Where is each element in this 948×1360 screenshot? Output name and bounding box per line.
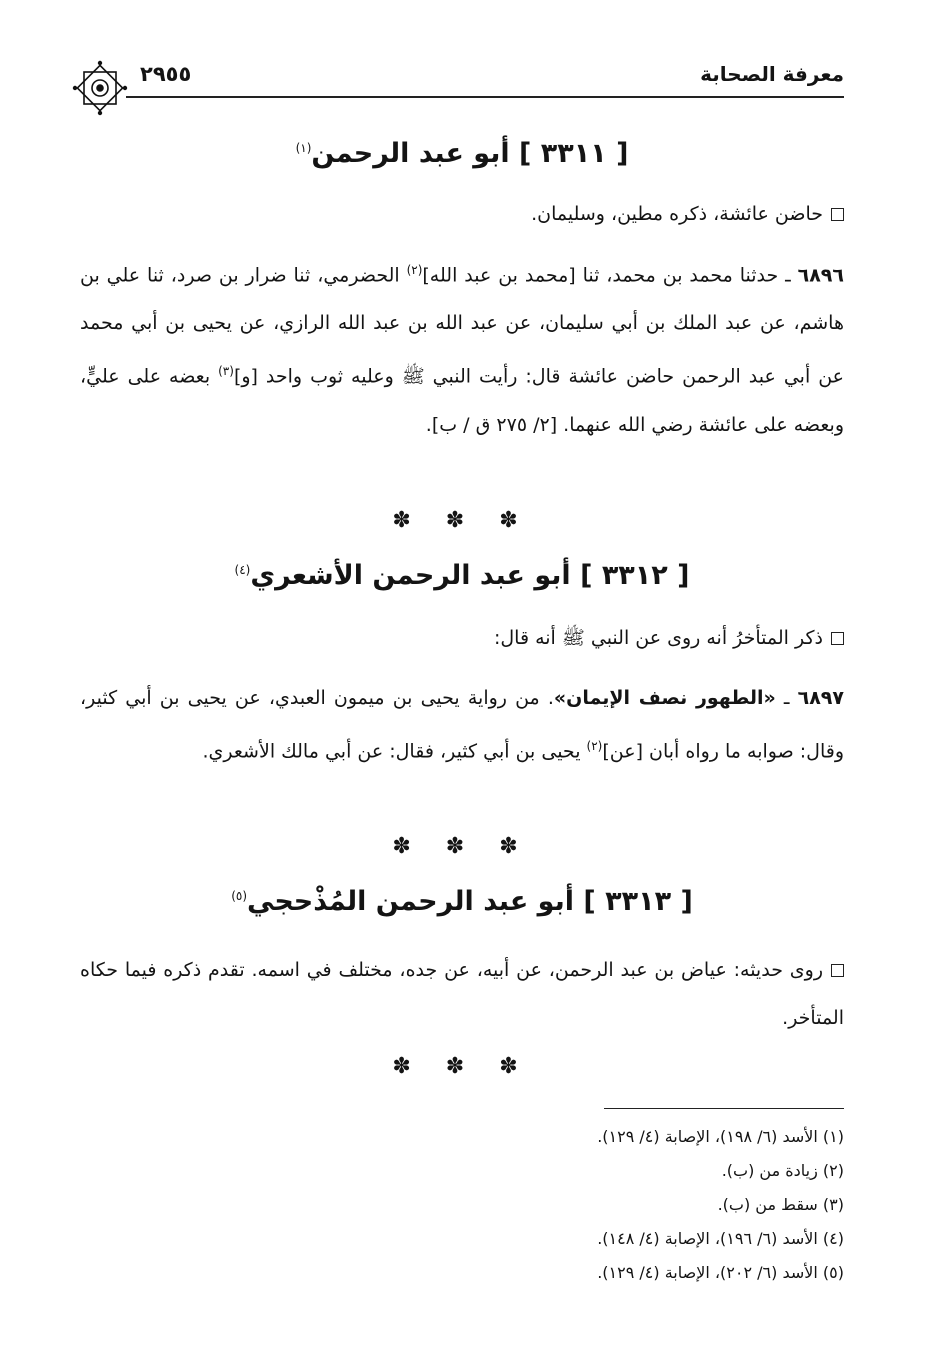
- footnote-item: (٥) الأسد (٦/ ٢٠٢)، الإصابة (٤/ ١٢٩).: [597, 1263, 844, 1282]
- ornament-icon: [70, 58, 130, 118]
- footnote-item: (١) الأسد (٦/ ١٩٨)، الإصابة (٤/ ١٢٩).: [597, 1127, 844, 1146]
- entry-heading-3312: [80, 560, 844, 591]
- footnote-ref: (١): [295, 141, 312, 155]
- hadith-quote: «الطهور نصف الإيمان»: [553, 687, 776, 709]
- section-separator: ✽ ✽ ✽: [392, 508, 532, 533]
- entry-heading-3313: [80, 886, 844, 917]
- intro-text: ذكر المتأخرُ أنه روى عن النبي ﷺ أنه قال:: [493, 627, 823, 649]
- footnote-ref: (٢): [586, 739, 603, 753]
- page-number: ٢٩٥٥: [140, 62, 192, 86]
- hadith-text: يحيى بن أبي كثير، فقال: عن أبي مالك الأشعري.: [202, 740, 587, 763]
- footnote-item: (٤) الأسد (٦/ ١٩٦)، الإصابة (٤/ ١٤٨).: [597, 1229, 844, 1248]
- square-bullet-icon: [831, 632, 844, 645]
- entry-heading-text: [ ٣٣١٣ ] أبو عبد الرحمن المُذْحجي: [247, 886, 693, 917]
- square-bullet-icon: [831, 964, 844, 977]
- entry-intro: [80, 946, 844, 1042]
- footnotes: [344, 1120, 844, 1290]
- hadith-text: . من رواية يحيى بن ميمون العبدي، عن يحيى بن أبي كثير، وقال: صوابه ما رواه أبان [عن]: [80, 687, 844, 763]
- entry-heading-3311: [80, 138, 844, 169]
- intro-text: روى حديثه: عياض بن عبد الرحمن، عن أبيه، عن جده، مختلف في اسمه. تقدم ذكره فيما حكاه المتأخر.: [80, 959, 844, 1029]
- entry-heading-text: [ ٣٣١٢ ] أبو عبد الرحمن الأشعري: [250, 560, 690, 591]
- entry-heading-text: [ ٣٣١١ ] أبو عبد الرحمن: [311, 138, 629, 169]
- footnote-ref: (٥): [231, 889, 248, 903]
- hadith-text: بعضه على عليٍّ، وبعضه على عائشة رضي الله عنهما. [٢/ ٢٧٥ ق / ب].: [80, 365, 844, 436]
- entry-intro: [80, 614, 844, 662]
- square-bullet-icon: [831, 208, 844, 221]
- footnote-ref: (٢): [406, 263, 423, 277]
- hadith-text: ـ حدثنا محمد بن محمد، ثنا [محمد بن عبد الله]: [422, 264, 798, 287]
- hadith-paragraph-6897: ٦٨٩٧ ـ «الطهور نصف الإيمان». من رواية يحيى بن ميمون العبدي، عن يحيى بن أبي كثير، وقال: صوابه ما رواه أبان [عن]$^{(٢)}$ يحيى بن أبي كثير، فقال: عن أبي مالك الأشعري.: [80, 687, 844, 763]
- running-title: معرفة الصحابة: [700, 62, 844, 86]
- section-separator: ✽ ✽ ✽: [392, 834, 532, 859]
- hadith-text: الحضرمي، ثنا ضرار بن صرد، ثنا علي بن هاشم، عن عبد الملك بن أبي سليمان، عن عبد الله بن عبد الله الرازي، عن يحيى بن أبي محمد عن أبي عبد الرحمن حاضن عائشة قال: رأيت النبي ﷺ وعليه ثوب واحد [و]: [80, 264, 844, 388]
- hadith-number: ٦٨٩٦: [797, 264, 844, 287]
- footnote-item: (٢) زيادة من (ب).: [721, 1161, 844, 1180]
- hadith-paragraph-6896: [80, 246, 844, 449]
- entry-intro: [80, 190, 844, 238]
- footnote-ref: (٣): [218, 364, 234, 379]
- header-rule: [126, 96, 844, 98]
- section-separator: ✽ ✽ ✽: [392, 1054, 532, 1079]
- footnote-rule: [604, 1108, 844, 1109]
- footnote-ref: (٤): [234, 563, 251, 577]
- hadith-number: ٦٨٩٧: [797, 687, 844, 709]
- intro-text: حاضن عائشة، ذكره مطين، وسليمان.: [531, 203, 823, 225]
- footnote-item: (٣) سقط من (ب).: [717, 1195, 844, 1214]
